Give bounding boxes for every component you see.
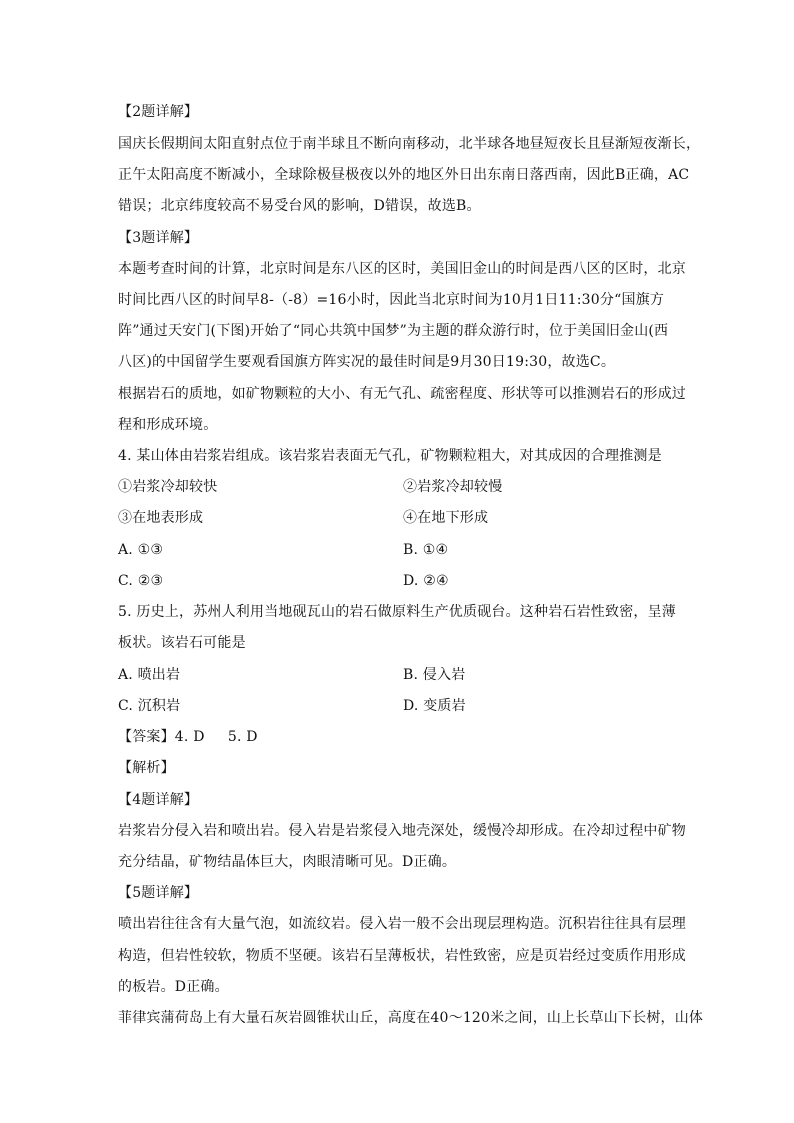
paragraph-line: 根据岩石的质地，如矿物颗粒的大小、有无气孔、疏密程度、形状等可以推测岩石的形成过 xyxy=(118,386,686,402)
q4-item-1: ①岩浆冷却较快 xyxy=(118,479,218,495)
q4-option-d: D. ②④ xyxy=(403,573,449,589)
q4-option-a: A. ①③ xyxy=(118,542,164,558)
q4-item-2: ②岩浆冷却较慢 xyxy=(403,479,503,495)
paragraph-line: 岩浆岩分侵入岩和喷出岩。侵入岩是岩浆侵入地壳深处，缓慢冷却形成。在冷却过程中矿物 xyxy=(118,823,686,839)
paragraph-line: 的板岩。D正确。 xyxy=(118,979,229,995)
paragraph-line: 喷出岩往往含有大量气泡，如流纹岩。侵入岩一般不会出现层理构造。沉积岩往往具有层理 xyxy=(118,916,686,932)
section-heading-q2: 【2题详解】 xyxy=(118,104,199,120)
analysis-heading: 【解析】 xyxy=(118,760,175,776)
question-5-stem: 5. 历史上，苏州人利用当地砚瓦山的岩石做原料生产优质砚台。这种岩石岩性致密，呈薄 xyxy=(118,604,677,620)
paragraph-line: 国庆长假期间太阳直射点位于南半球且不断向南移动，北半球各地昼短夜长且昼渐短夜渐长， xyxy=(118,136,701,152)
q4-option-b: B. ①④ xyxy=(403,542,449,558)
paragraph-line: 构造，但岩性较软，物质不坚硬。该岩石呈薄板状，岩性致密，应是页岩经过变质作用形成 xyxy=(118,948,686,964)
paragraph-line: 正午太阳高度不断减小，全球除极昼极夜以外的地区外日出东南日落西南，因此B正确，AC xyxy=(118,167,690,183)
paragraph-line: 充分结晶，矿物结晶体巨大，肉眼清晰可见。D正确。 xyxy=(118,854,457,870)
paragraph-line: 本题考查时间的计算，北京时间是东八区的区时，美国旧金山的时间是西八区的区时，北京 xyxy=(118,261,686,277)
paragraph-line: 菲律宾蒲荷岛上有大量石灰岩圆锥状山丘，高度在40～120米之间，山上长草山下长树，山体 xyxy=(118,1010,704,1026)
section-heading-q5: 【5题详解】 xyxy=(118,885,199,901)
q4-item-3: ③在地表形成 xyxy=(118,510,204,526)
section-heading-q3: 【3题详解】 xyxy=(118,230,199,246)
answer-line: 【答案】4. D 5. D xyxy=(118,729,258,745)
q4-option-c: C. ②③ xyxy=(118,573,164,589)
q5-option-a: A. 喷出岩 xyxy=(118,667,181,683)
paragraph-line: 程和形成环境。 xyxy=(118,417,218,433)
paragraph-line: 时间比西八区的时间早8-（-8）=16小时，因此当北京时间为10月1日11:30分“国旗方 xyxy=(118,292,665,308)
q5-option-b: B. 侵入岩 xyxy=(403,667,466,683)
paragraph-line: 错误；北京纬度较高不易受台风的影响，D错误，故选B。 xyxy=(118,198,481,214)
section-heading-q4: 【4题详解】 xyxy=(118,792,199,808)
paragraph-line: 阵”通过天安门(下图)开始了“同心共筑中国梦”为主题的群众游行时，位于美国旧金山(西 xyxy=(118,323,669,339)
q4-item-4: ④在地下形成 xyxy=(403,510,489,526)
q5-option-d: D. 变质岩 xyxy=(403,698,466,714)
paragraph-line: 八区)的中国留学生要观看国旗方阵实况的最佳时间是9月30日19:30，故选C。 xyxy=(118,354,616,370)
question-4-stem: 4. 某山体由岩浆岩组成。该岩浆岩表面无气孔，矿物颗粒粗大，对其成因的合理推测是 xyxy=(118,448,662,464)
question-5-stem: 板状。该岩石可能是 xyxy=(118,635,246,651)
q5-option-c: C. 沉积岩 xyxy=(118,698,181,714)
